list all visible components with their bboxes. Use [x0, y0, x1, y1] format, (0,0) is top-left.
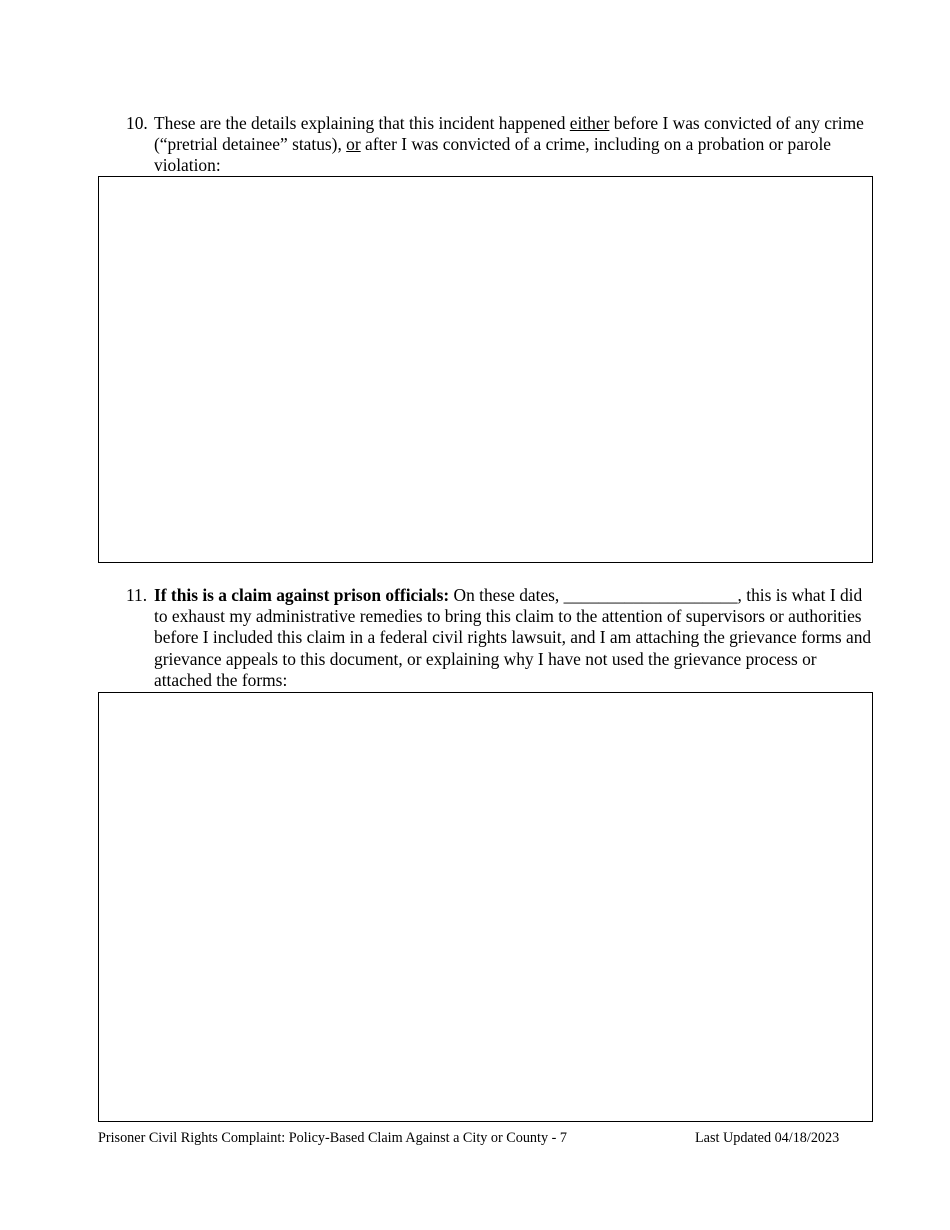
question-10-text-part: after I was convicted of a crime, including on a probation or parole violation:	[154, 134, 832, 176]
question-11-text-part: , this is what I did to exhaust my administrative remedies to bring this claim to the attention of supervisors or authorities before I included this claim in a federal civil rights lawsuit, and I am attaching the grievance forms and grievance appeals to this document, or explaining why I have not used the grievance process or attached the forms:	[154, 585, 872, 690]
question-10-text	[154, 113, 876, 177]
question-11-answer-box[interactable]	[98, 692, 873, 1122]
question-10-answer-box[interactable]	[98, 176, 873, 563]
question-10	[126, 113, 876, 177]
question-10-text-part: before I was convicted of any crime (“pretrial detainee” status),	[154, 113, 864, 155]
or-underlined: or	[346, 134, 361, 155]
either-underlined: either	[569, 113, 610, 133]
question-11-text	[154, 585, 876, 691]
question-10-number: 10.	[126, 113, 148, 133]
footer-last-updated: Last Updated 04/18/2023	[695, 1130, 840, 1146]
dates-blank-field[interactable]: ____________________	[563, 585, 738, 605]
question-11-number: 11.	[126, 585, 148, 605]
question-11-text-part: On these dates,	[449, 585, 564, 605]
question-11	[126, 585, 876, 691]
footer-title: Prisoner Civil Rights Complaint: Policy-Based Claim Against a City or County - 7	[98, 1130, 567, 1146]
question-10-text-part: These are the details explaining that this incident happened	[154, 113, 570, 133]
question-11-bold-lead: If this is a claim against prison officials:	[154, 585, 450, 605]
